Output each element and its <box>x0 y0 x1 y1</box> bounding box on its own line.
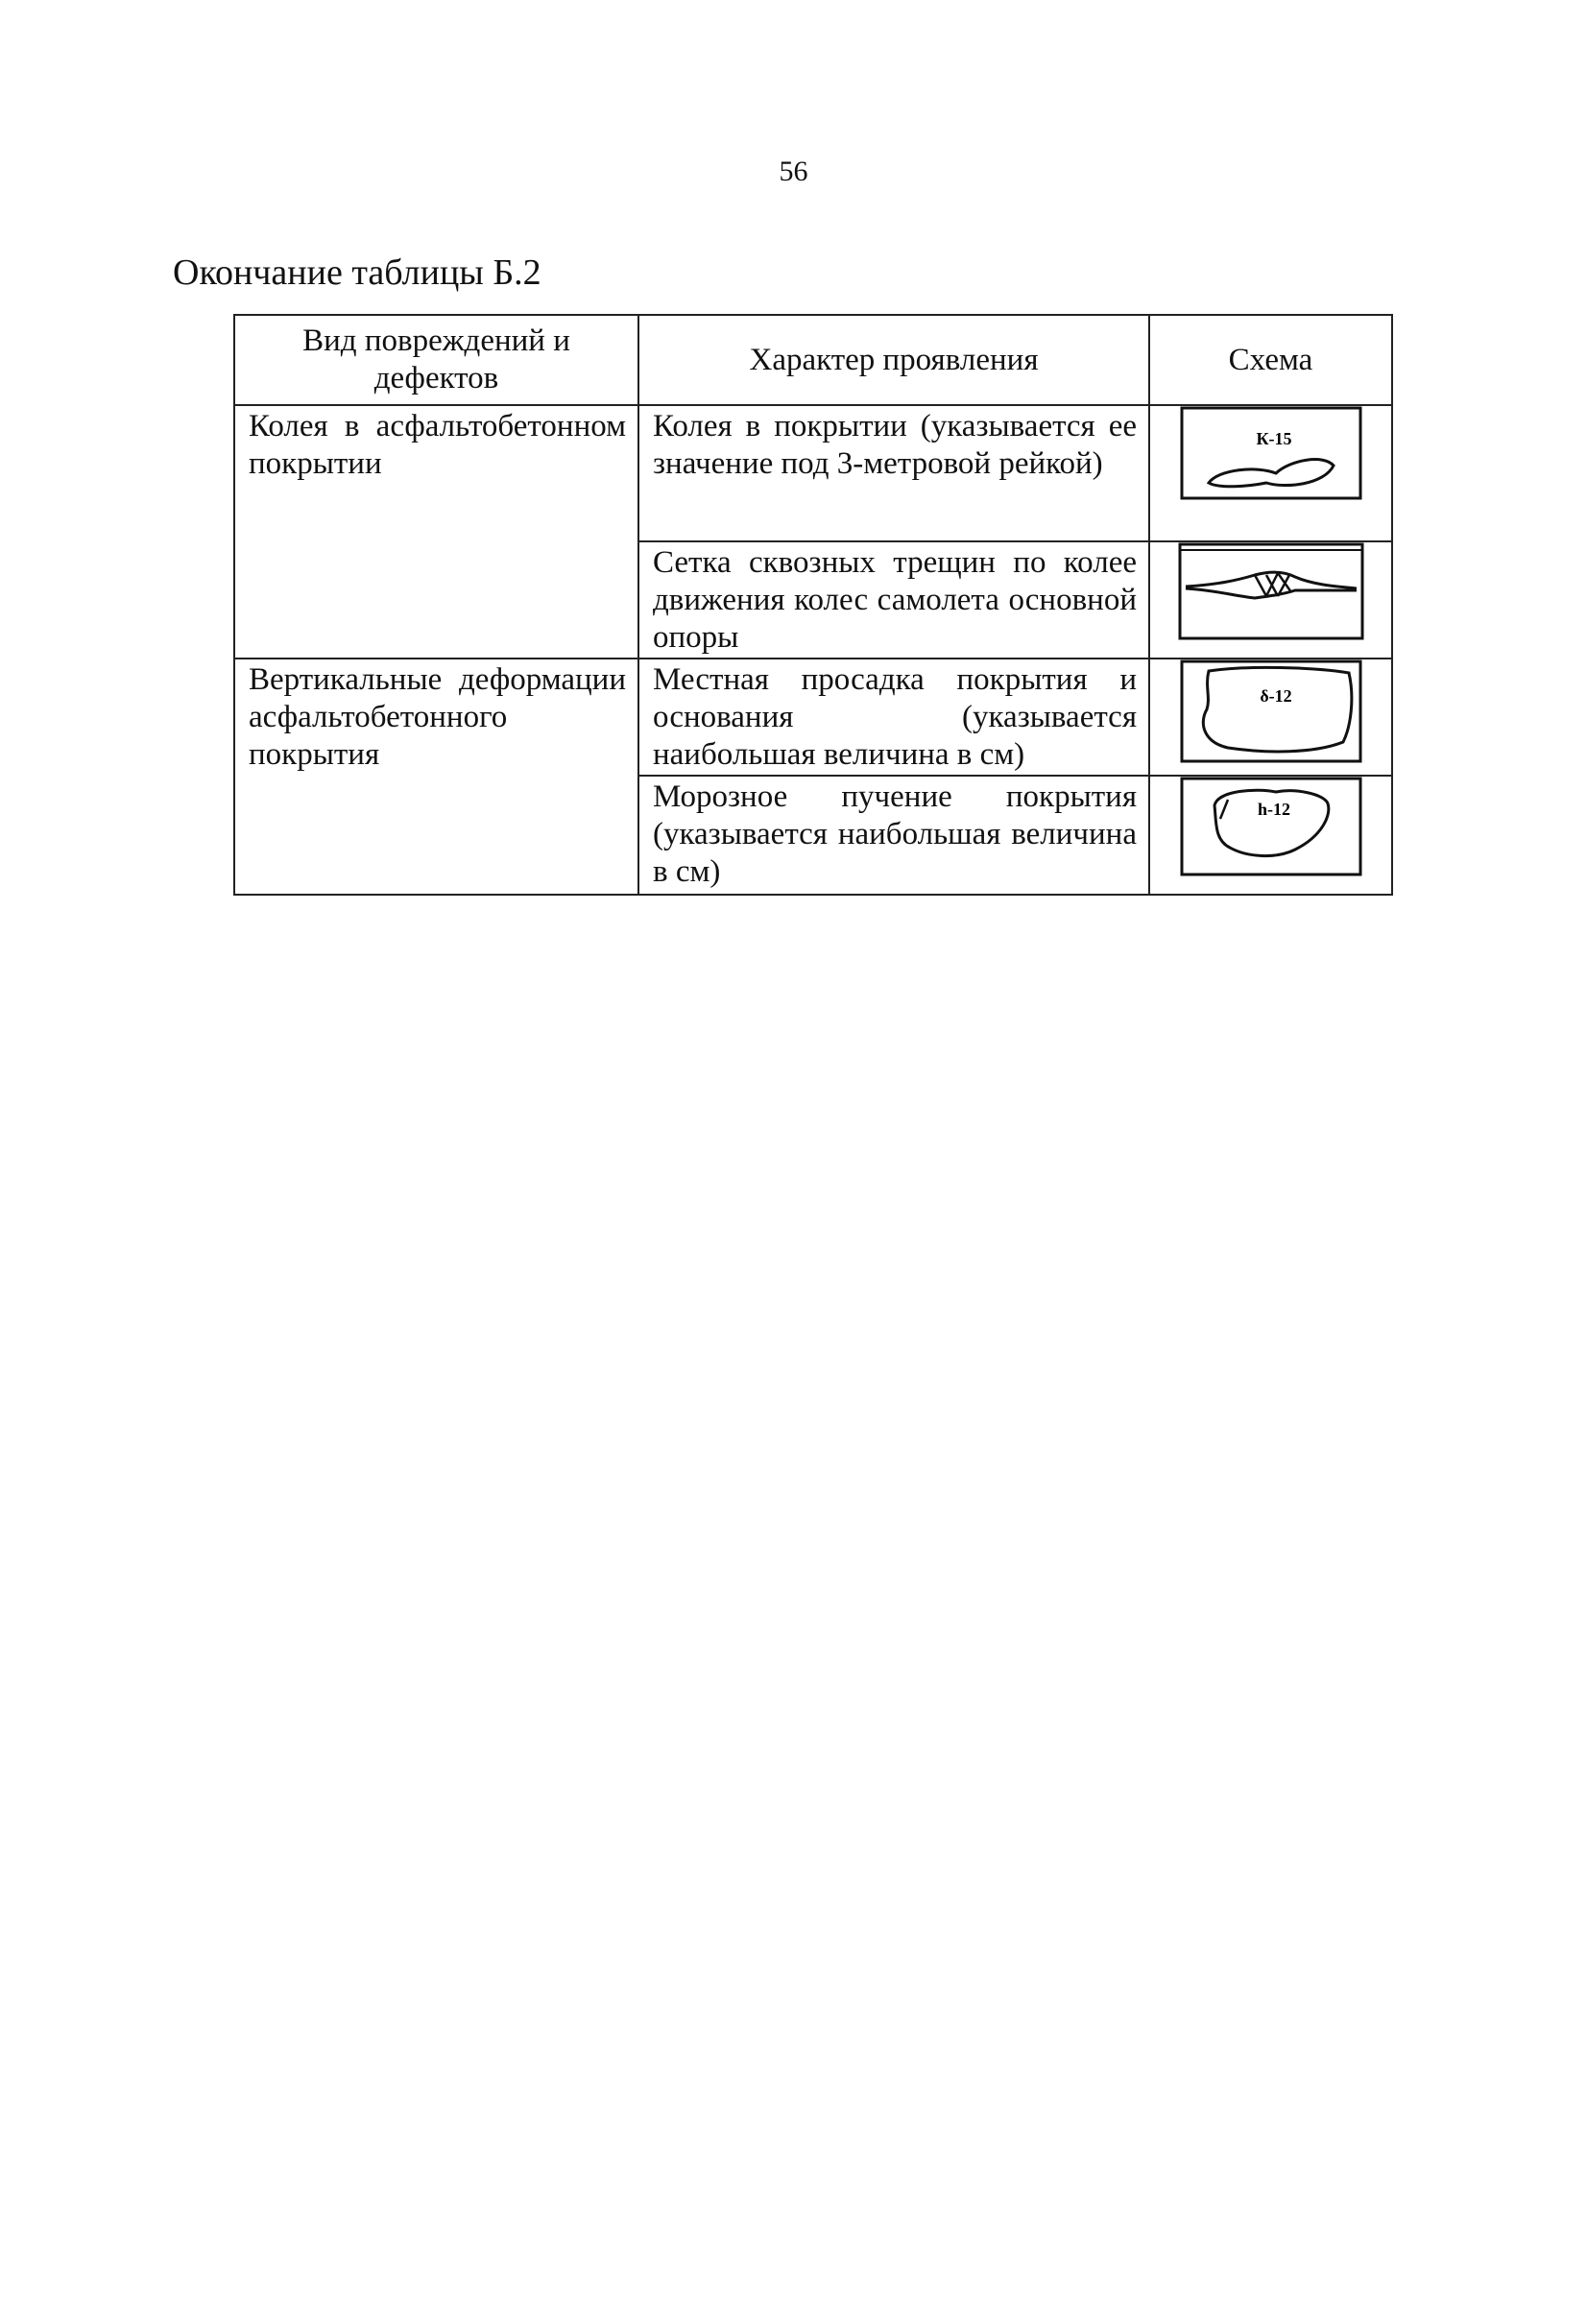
page-number: 56 <box>779 156 808 187</box>
frost-heave-scheme-icon <box>1180 777 1362 876</box>
manifestation-cell: Местная просадка покрытия и основания (указывается наибольшая величина в см) <box>638 659 1149 776</box>
scheme-label: h-12 <box>1257 800 1290 819</box>
table-row <box>234 659 1392 776</box>
scheme-cell <box>1149 776 1392 895</box>
header-row <box>234 315 1392 405</box>
defects-table <box>233 314 1393 896</box>
crack-network-scheme-icon <box>1178 542 1364 640</box>
manifestation-cell: Морозное пучение покрытия (указывается наибольшая величина в см) <box>638 776 1149 895</box>
defect-type-cell: Вертикальные деформации асфальтобетонного покрытия <box>234 659 638 895</box>
header-defect-type: Вид повреждений и дефектов <box>234 315 638 405</box>
manifestation-cell: Колея в покрытии (указывается ее значение под 3-метровой рейкой) <box>638 405 1149 541</box>
manifestation-cell: Сетка сквозных трещин по колее движения колес самолета основной опоры <box>638 541 1149 659</box>
scheme-label: δ-12 <box>1259 686 1292 706</box>
header-scheme: Схема <box>1149 315 1392 405</box>
scheme-cell <box>1149 405 1392 541</box>
scheme-cell <box>1149 659 1392 776</box>
table-caption: Окончание таблицы Б.2 <box>173 252 541 293</box>
subsidence-scheme-icon <box>1180 659 1362 763</box>
defect-type-cell: Колея в асфальтобетонном покрытии <box>234 405 638 659</box>
rut-scheme-icon <box>1180 406 1362 500</box>
header-manifestation: Характер проявления <box>638 315 1149 405</box>
scheme-cell <box>1149 541 1392 659</box>
scheme-label: К-15 <box>1255 429 1292 448</box>
table-row <box>234 405 1392 541</box>
